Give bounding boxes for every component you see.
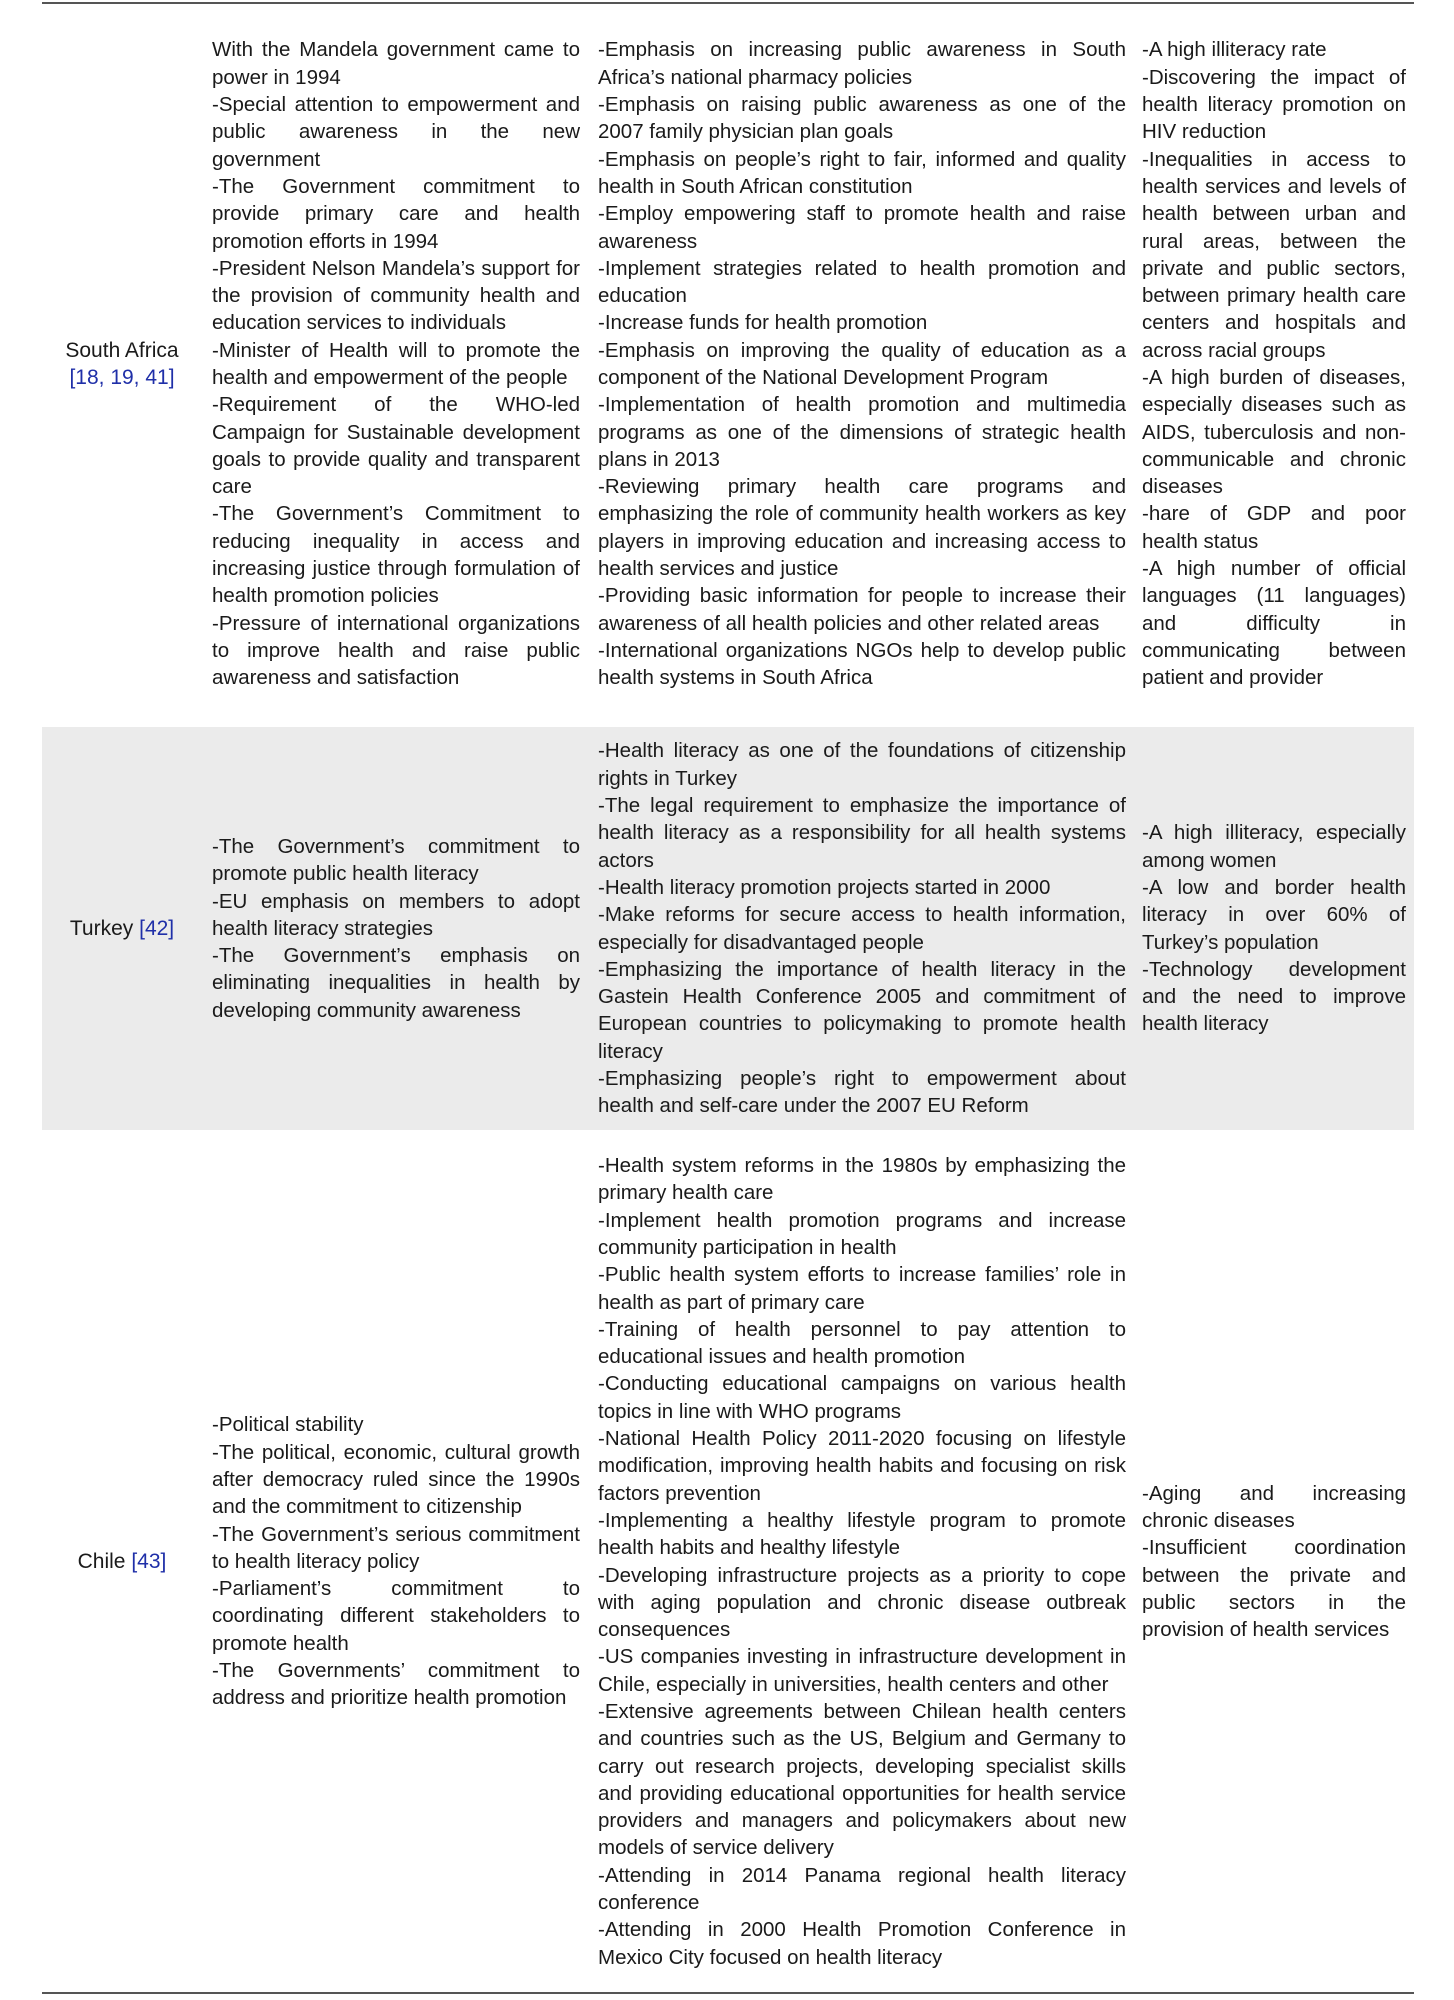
list-item: -Implement health promotion programs and increase community participation in health xyxy=(598,1208,1126,1259)
citation-link[interactable]: [18, 19, 41] xyxy=(69,366,175,389)
list-item: -Implementing a healthy lifestyle program to promote health habits and healthy lifestyle xyxy=(598,1508,1126,1560)
list-item: -Make reforms for secure access to health information, especially for disadvantaged people xyxy=(598,903,1126,954)
list-item: -Pressure of international organizations to improve health and raise public awareness and satisfaction xyxy=(212,611,580,690)
list-item: -Increase funds for health promotion xyxy=(598,311,928,335)
list-item: -EU emphasis on members to adopt health literacy strategies xyxy=(212,889,580,940)
list-item: -Aging and increasing chronic diseases xyxy=(1142,1481,1406,1532)
country-cell xyxy=(42,727,202,1130)
list-item: -Implement strategies related to health promotion and education xyxy=(598,256,1126,308)
list-item: -Political stability xyxy=(212,1413,364,1437)
list-item: -Health literacy as one of the foundations of citizenship rights in Turkey xyxy=(598,739,1126,790)
list-item: -The Government commitment to provide primary care and health promotion efforts in 1994 xyxy=(212,174,580,253)
citation-link[interactable]: [42] xyxy=(139,917,175,940)
country-name: South Africa xyxy=(65,339,179,362)
list-item: -A high burden of diseases, especially diseases such as AIDS, tuberculosis and non-communicable and chronic diseases xyxy=(1142,366,1406,499)
list-item: -Special attention to empowerment and public awareness in the new government xyxy=(212,93,580,171)
list-item: -The political, economic, cultural growth after democracy ruled since the 1990s and the commitment to citizenship xyxy=(212,1440,580,1519)
table-row-chile xyxy=(42,1133,1414,1990)
list-item: -Inequalities in access to health services and levels of health between urban and rural areas, between the private and public sectors, between primary health care centers and hospitals and across racial groups xyxy=(1142,147,1406,362)
list-item: -Emphasis on people’s right to fair, informed and quality health in South African constitution xyxy=(598,147,1126,198)
list-item: -Emphasis on increasing public awareness in South Africa’s national pharmacy policies xyxy=(598,38,1126,89)
list-item: -The Government’s emphasis on eliminating inequalities in health by developing community awareness xyxy=(212,944,580,1022)
list-item: -Implementation of health promotion and multimedia programs as one of the dimensions of strategic health plans in 2013 xyxy=(598,393,1126,471)
list-item: -Emphasizing people’s right to empowerment about health and self-care under the 2007 EU Reform xyxy=(598,1066,1126,1118)
country-cell xyxy=(42,1133,202,1990)
list-item: -Health system reforms in the 1980s by emphasizing the primary health care xyxy=(598,1154,1126,1205)
list-item: -Emphasizing the importance of health literacy in the Gastein Health Conference 2005 and commitment of European countries to policymaking to promote health literacy xyxy=(598,957,1126,1063)
list-item: -The Government’s Commitment to reducing inequality in access and increasing justice through formulation of health promotion policies xyxy=(212,502,580,608)
list-item: -Attending in 2000 Health Promotion Conference in Mexico City focused on health literacy xyxy=(598,1918,1126,1969)
drivers-cell xyxy=(212,10,580,718)
table-row-turkey xyxy=(42,727,1414,1130)
list-item: -A low and border health literacy in over 60% of Turkey’s population xyxy=(1142,875,1406,954)
list-item: -Technology development and the need to improve health literacy xyxy=(1142,957,1406,1036)
list-item: -A high illiteracy, especially among women xyxy=(1142,821,1406,872)
list-item: -hare of GDP and poor health status xyxy=(1142,502,1406,553)
list-item: -Attending in 2014 Panama regional health literacy conference xyxy=(598,1863,1126,1915)
list-item: -Minister of Health will to promote the health and empowerment of the people xyxy=(212,338,580,389)
table-top-rule xyxy=(42,2,1414,4)
list-item: -International organizations NGOs help to develop public health systems in South Africa xyxy=(598,638,1126,690)
citation-link[interactable]: [43] xyxy=(131,1550,167,1573)
list-item: -Emphasis on raising public awareness as one of the 2007 family physician plan goals xyxy=(598,93,1126,144)
list-item: -US companies investing in infrastructure development in Chile, especially in universities, health centers and other xyxy=(598,1645,1126,1696)
list-item: -A high illiteracy rate xyxy=(1142,38,1327,62)
list-item: -Conducting educational campaigns on various health topics in line with WHO programs xyxy=(598,1372,1126,1423)
list-item: -Training of health personnel to pay attention to educational issues and health promotion xyxy=(598,1317,1126,1369)
list-item: -Providing basic information for people to increase their awareness of all health policies and other related areas xyxy=(598,584,1126,635)
list-item: -Employ empowering staff to promote health and raise awareness xyxy=(598,202,1126,253)
list-item: -Discovering the impact of health literacy promotion on HIV reduction xyxy=(1142,65,1406,144)
list-item: -The Governments’ commitment to address and prioritize health promotion xyxy=(212,1659,580,1710)
country-cell xyxy=(42,10,202,718)
challenges-cell xyxy=(1142,727,1406,1130)
list-item: -Reviewing primary health care programs and emphasizing the role of community health workers as key players in improving education and increasing access to health services and justice xyxy=(598,475,1126,581)
list-item: -Parliament’s commitment to coordinating different stakeholders to promote health xyxy=(212,1577,580,1655)
list-item: -Requirement of the WHO-led Campaign for Sustainable development goals to provide quality and transparent care xyxy=(212,393,580,499)
list-item: -Insufficient coordination between the private and public sectors in the provision of health services xyxy=(1142,1536,1406,1642)
list-item: -National Health Policy 2011-2020 focusing on lifestyle modification, improving health habits and focusing on risk factors prevention xyxy=(598,1427,1126,1505)
country-name: Chile xyxy=(77,1550,126,1573)
drivers-cell xyxy=(212,727,580,1130)
list-item: -Public health system efforts to increase families’ role in health as part of primary care xyxy=(598,1263,1126,1314)
actions-cell xyxy=(598,1133,1126,1990)
drivers-cell xyxy=(212,1133,580,1990)
actions-cell xyxy=(598,727,1126,1130)
list-item: -Extensive agreements between Chilean health centers and countries such as the US, Belgium and Germany to carry out research projects, developing specialist skills and providing educational opportunities for health service providers and managers and policymakers about new models of service delivery xyxy=(598,1699,1126,1860)
table-row-south-africa xyxy=(42,10,1414,718)
list-item: -The Government’s serious commitment to health literacy policy xyxy=(212,1522,580,1573)
list-item: -The Government’s commitment to promote public health literacy xyxy=(212,834,580,886)
list-item: -Developing infrastructure projects as a priority to cope with aging population and chronic disease outbreak consequences xyxy=(598,1563,1126,1642)
list-item: -Emphasis on improving the quality of education as a component of the National Development Program xyxy=(598,338,1126,389)
list-item: -Health literacy promotion projects started in 2000 xyxy=(598,875,1051,899)
challenges-cell xyxy=(1142,1133,1406,1990)
list-item: -The legal requirement to emphasize the importance of health literacy as a responsibility for all health systems actors xyxy=(598,794,1126,872)
list-item: -President Nelson Mandela’s support for the provision of community health and education services to individuals xyxy=(212,256,580,335)
list-item: With the Mandela government came to power in 1994 xyxy=(212,38,580,89)
table-bottom-rule xyxy=(42,1992,1414,1994)
country-name: Turkey xyxy=(69,917,134,940)
actions-cell xyxy=(598,10,1126,718)
challenges-cell xyxy=(1142,10,1406,718)
list-item: -A high number of official languages (11 languages) and difficulty in communicating between patient and provider xyxy=(1142,557,1406,690)
